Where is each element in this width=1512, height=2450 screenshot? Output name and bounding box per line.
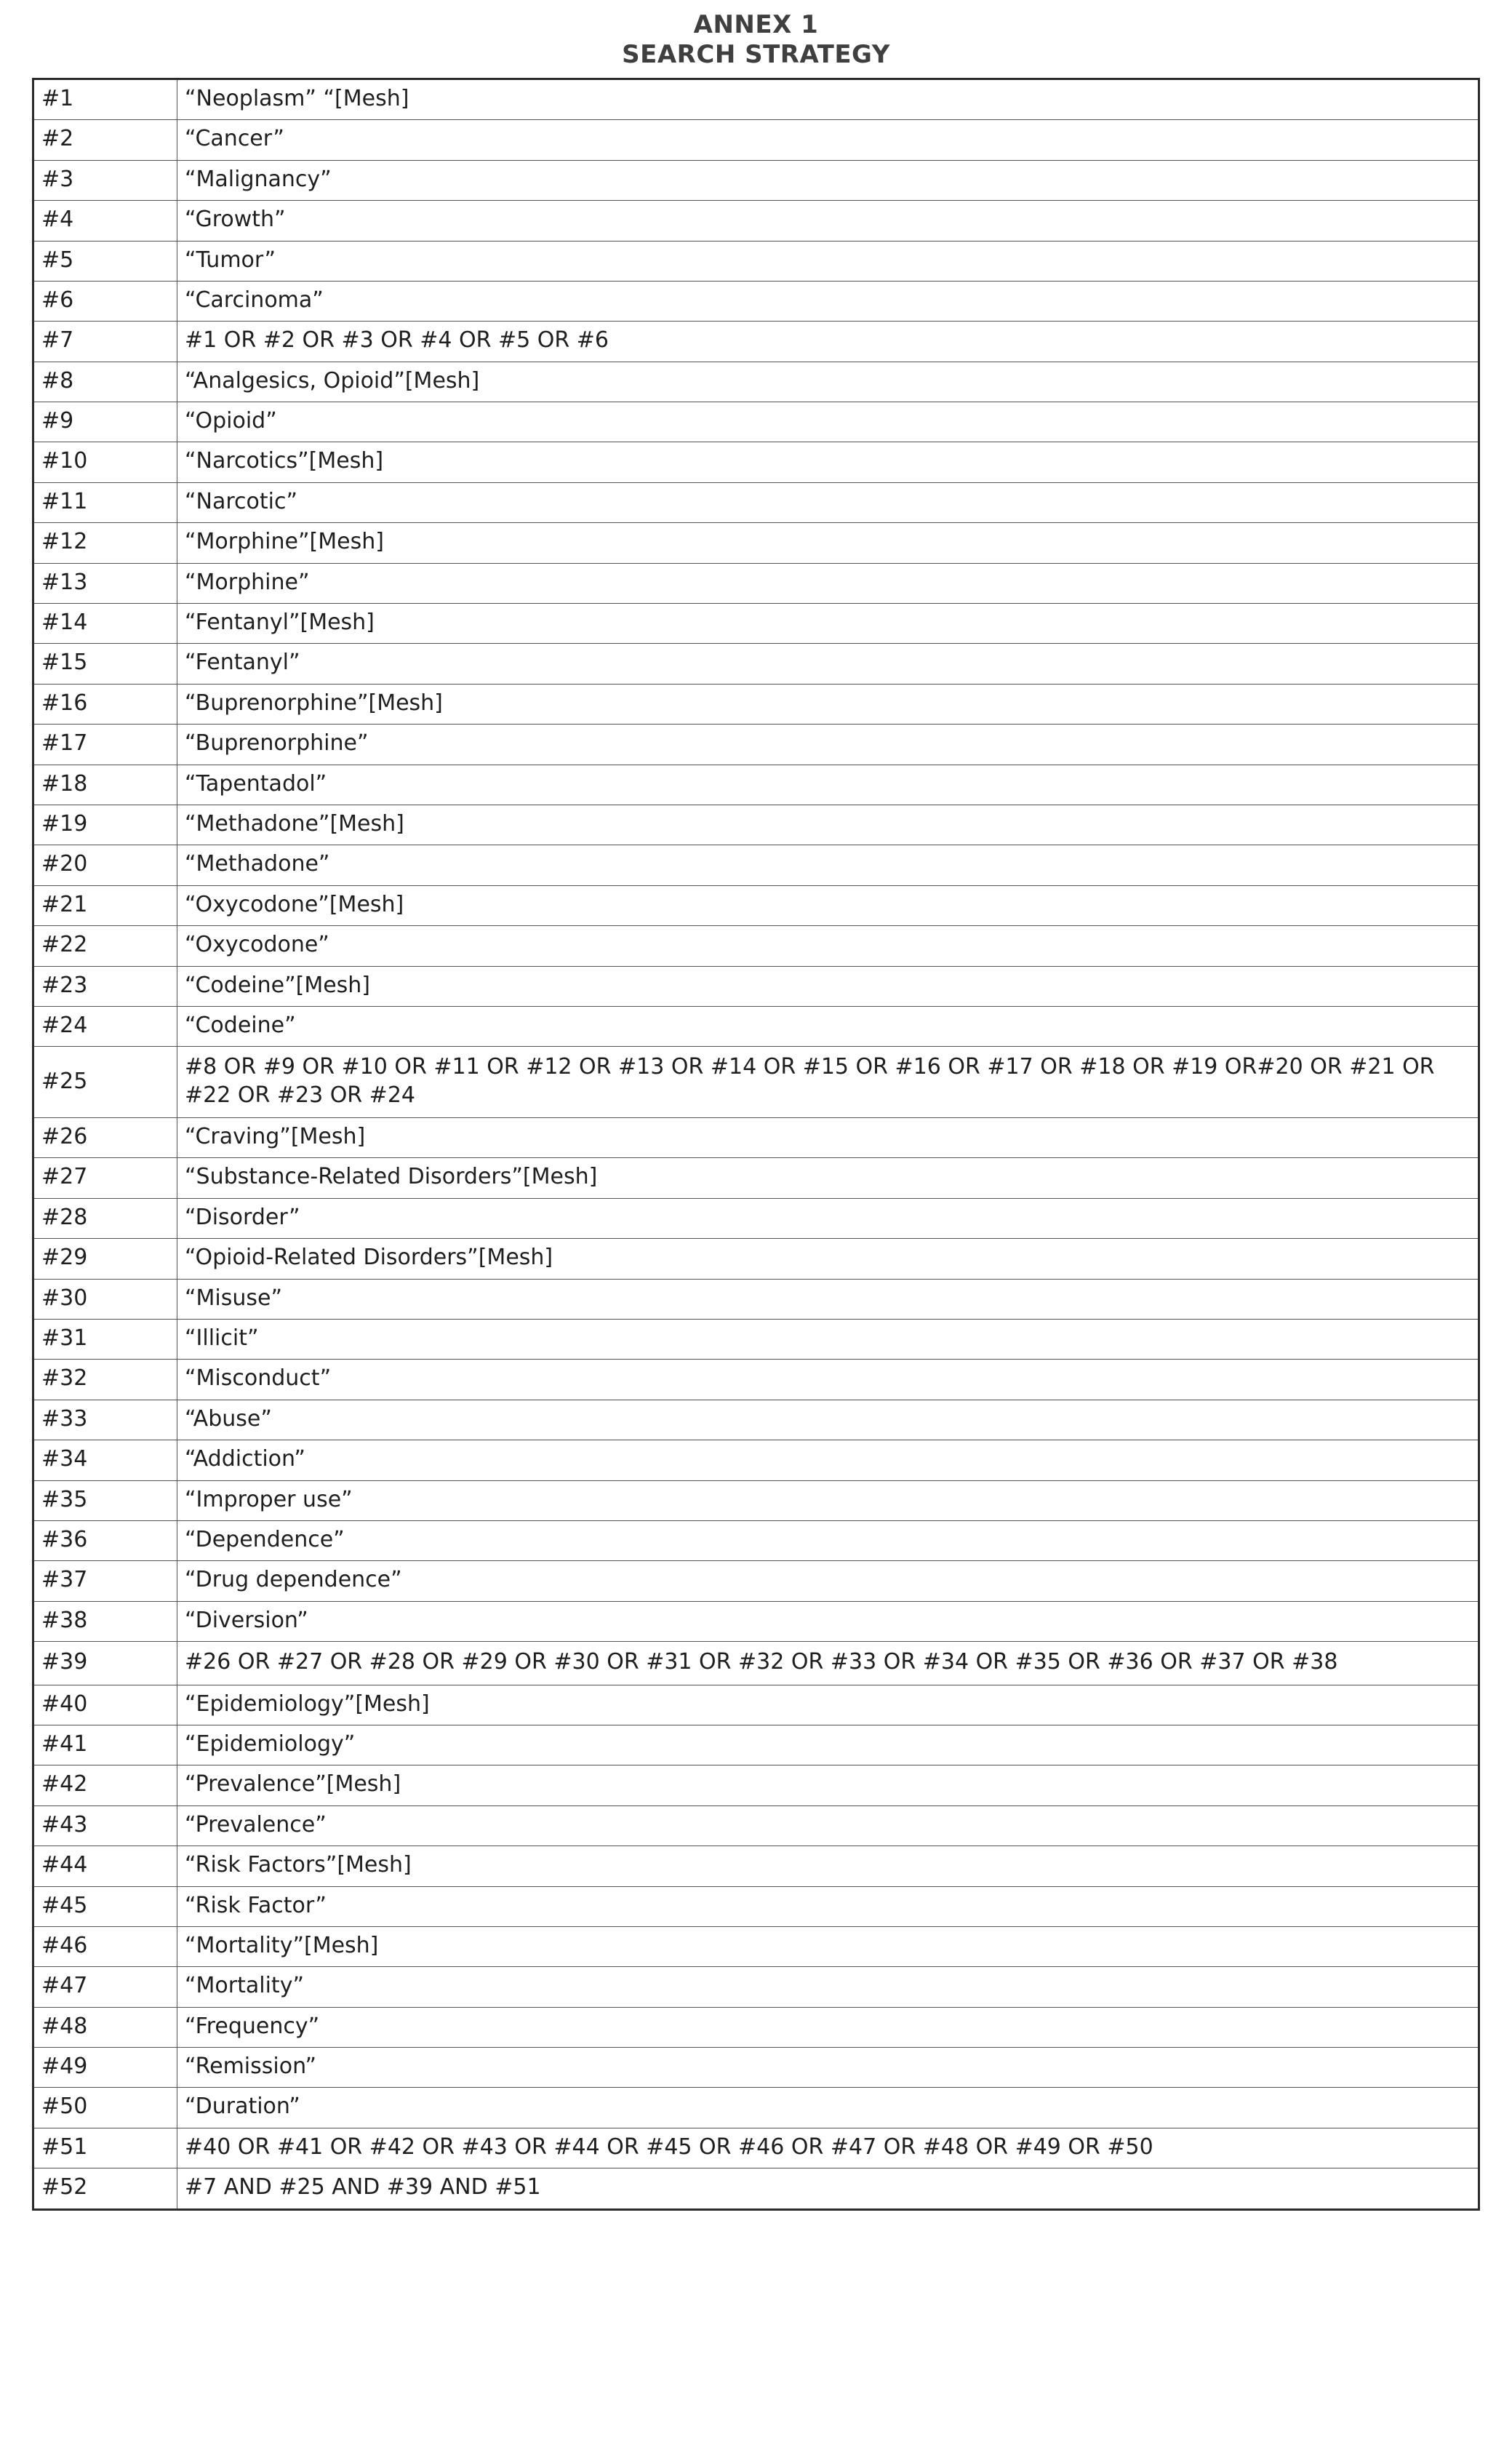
search-line-term: “Prevalence”[Mesh] [177, 1765, 1479, 1805]
search-line-term: “Abuse” [177, 1400, 1479, 1440]
search-line-id: #39 [33, 1642, 177, 1685]
table-row [33, 644, 1479, 684]
search-line-term: “Buprenorphine”[Mesh] [177, 684, 1479, 724]
search-line-term: “Oxycodone” [177, 926, 1479, 966]
table-row [33, 926, 1479, 966]
search-line-term: “Morphine” [177, 563, 1479, 603]
table-row [33, 805, 1479, 845]
page-subtitle: SEARCH STRATEGY [622, 40, 890, 70]
search-line-id: #41 [33, 1725, 177, 1765]
table-row [33, 1561, 1479, 1601]
search-line-id: #30 [33, 1279, 177, 1319]
table-row [33, 885, 1479, 925]
search-line-id: #23 [33, 966, 177, 1006]
search-strategy-table [32, 78, 1480, 2211]
table-row [33, 1118, 1479, 1158]
search-line-term: “Substance-Related Disorders”[Mesh] [177, 1158, 1479, 1198]
search-line-term: “Dependence” [177, 1521, 1479, 1561]
search-line-id: #16 [33, 684, 177, 724]
table-row [33, 1440, 1479, 1480]
search-line-id: #20 [33, 845, 177, 885]
search-line-term: “Craving”[Mesh] [177, 1118, 1479, 1158]
search-line-term: “Mortality” [177, 1967, 1479, 2007]
table-row [33, 160, 1479, 200]
search-line-id: #15 [33, 644, 177, 684]
search-line-id: #50 [33, 2088, 177, 2128]
table-row [33, 1158, 1479, 1198]
search-line-id: #43 [33, 1805, 177, 1846]
table-row [33, 604, 1479, 644]
search-line-term: #8 OR #9 OR #10 OR #11 OR #12 OR #13 OR #14 OR #15 OR #16 OR #17 OR #18 OR #19 OR#20 OR #21 OR #22 OR #23 OR #24 [177, 1047, 1479, 1118]
search-line-term: “Opioid” [177, 402, 1479, 442]
search-line-term: “Mortality”[Mesh] [177, 1926, 1479, 1966]
search-line-id: #9 [33, 402, 177, 442]
search-line-id: #45 [33, 1886, 177, 1926]
search-line-term: “Malignancy” [177, 160, 1479, 200]
table-row [33, 1642, 1479, 1685]
table-row [33, 120, 1479, 160]
table-row [33, 281, 1479, 321]
table-row [33, 2048, 1479, 2088]
search-line-term: “Carcinoma” [177, 281, 1479, 321]
search-line-id: #33 [33, 1400, 177, 1440]
search-line-term: #1 OR #2 OR #3 OR #4 OR #5 OR #6 [177, 322, 1479, 362]
table-row [33, 725, 1479, 765]
search-line-id: #25 [33, 1047, 177, 1118]
search-line-term: “Narcotics”[Mesh] [177, 442, 1479, 482]
search-line-id: #6 [33, 281, 177, 321]
search-line-id: #19 [33, 805, 177, 845]
search-line-term: “Codeine”[Mesh] [177, 966, 1479, 1006]
search-line-term: “Buprenorphine” [177, 725, 1479, 765]
search-line-id: #52 [33, 2168, 177, 2209]
search-line-id: #11 [33, 482, 177, 522]
table-row [33, 1198, 1479, 1238]
table-row [33, 241, 1479, 281]
search-line-id: #18 [33, 765, 177, 805]
search-line-id: #35 [33, 1480, 177, 1520]
search-line-term: #40 OR #41 OR #42 OR #43 OR #44 OR #45 OR #46 OR #47 OR #48 OR #49 OR #50 [177, 2128, 1479, 2168]
search-line-id: #8 [33, 362, 177, 402]
search-line-id: #4 [33, 201, 177, 241]
search-line-id: #3 [33, 160, 177, 200]
search-line-id: #36 [33, 1521, 177, 1561]
search-line-id: #49 [33, 2048, 177, 2088]
search-line-id: #37 [33, 1561, 177, 1601]
table-row [33, 1725, 1479, 1765]
search-line-id: #28 [33, 1198, 177, 1238]
table-row [33, 1480, 1479, 1520]
search-line-term: “Illicit” [177, 1320, 1479, 1360]
search-line-term: “Remission” [177, 2048, 1479, 2088]
table-row [33, 442, 1479, 482]
search-line-term: “Neoplasm” “[Mesh] [177, 79, 1479, 119]
search-line-term: “Codeine” [177, 1006, 1479, 1046]
search-line-id: #26 [33, 1118, 177, 1158]
search-line-term: “Oxycodone”[Mesh] [177, 885, 1479, 925]
search-line-term: “Epidemiology” [177, 1725, 1479, 1765]
table-row [33, 2168, 1479, 2209]
search-line-term: #26 OR #27 OR #28 OR #29 OR #30 OR #31 OR #32 OR #33 OR #34 OR #35 OR #36 OR #37 OR #38 [177, 1642, 1479, 1685]
table-row [33, 1601, 1479, 1641]
search-line-term: “Fentanyl” [177, 644, 1479, 684]
table-row [33, 563, 1479, 603]
search-line-id: #10 [33, 442, 177, 482]
table-row [33, 362, 1479, 402]
search-line-term: “Frequency” [177, 2007, 1479, 2047]
table-row [33, 1006, 1479, 1046]
search-line-id: #12 [33, 523, 177, 563]
table-row [33, 2128, 1479, 2168]
search-line-term: “Improper use” [177, 1480, 1479, 1520]
table-row [33, 765, 1479, 805]
search-line-term: “Cancer” [177, 120, 1479, 160]
search-line-term: “Fentanyl”[Mesh] [177, 604, 1479, 644]
table-row [33, 482, 1479, 522]
search-line-id: #27 [33, 1158, 177, 1198]
search-strategy-body [33, 79, 1479, 2209]
table-row [33, 79, 1479, 119]
table-row [33, 2007, 1479, 2047]
search-line-term: “Misconduct” [177, 1360, 1479, 1400]
search-line-id: #44 [33, 1846, 177, 1886]
search-line-id: #51 [33, 2128, 177, 2168]
table-row [33, 322, 1479, 362]
search-line-id: #21 [33, 885, 177, 925]
search-line-id: #40 [33, 1685, 177, 1725]
table-row [33, 1320, 1479, 1360]
search-line-term: “Opioid-Related Disorders”[Mesh] [177, 1239, 1479, 1279]
search-line-term: “Misuse” [177, 1279, 1479, 1319]
search-line-id: #42 [33, 1765, 177, 1805]
search-line-term: “Morphine”[Mesh] [177, 523, 1479, 563]
search-line-id: #22 [33, 926, 177, 966]
search-line-id: #17 [33, 725, 177, 765]
table-row [33, 1400, 1479, 1440]
search-line-term: “Methadone”[Mesh] [177, 805, 1479, 845]
search-line-term: “Epidemiology”[Mesh] [177, 1685, 1479, 1725]
search-line-id: #1 [33, 79, 177, 119]
table-row [33, 1239, 1479, 1279]
search-line-id: #32 [33, 1360, 177, 1400]
table-row [33, 1521, 1479, 1561]
search-line-term: “Duration” [177, 2088, 1479, 2128]
table-row [33, 201, 1479, 241]
table-row [33, 2088, 1479, 2128]
search-line-term: “Addiction” [177, 1440, 1479, 1480]
search-line-term: “Tumor” [177, 241, 1479, 281]
search-line-id: #34 [33, 1440, 177, 1480]
table-row [33, 1926, 1479, 1966]
table-row [33, 1765, 1479, 1805]
search-line-term: “Disorder” [177, 1198, 1479, 1238]
table-row [33, 684, 1479, 724]
table-row [33, 966, 1479, 1006]
search-line-term: “Analgesics, Opioid”[Mesh] [177, 362, 1479, 402]
page-title: ANNEX 1 [693, 10, 819, 39]
search-line-term: “Risk Factor” [177, 1886, 1479, 1926]
search-line-id: #24 [33, 1006, 177, 1046]
search-line-term: “Prevalence” [177, 1805, 1479, 1846]
table-row [33, 523, 1479, 563]
search-line-id: #5 [33, 241, 177, 281]
table-row [33, 1967, 1479, 2007]
search-line-id: #13 [33, 563, 177, 603]
search-line-id: #46 [33, 1926, 177, 1966]
table-row [33, 1805, 1479, 1846]
search-line-id: #47 [33, 1967, 177, 2007]
search-line-term: “Narcotic” [177, 482, 1479, 522]
search-line-id: #7 [33, 322, 177, 362]
search-line-term: “Tapentadol” [177, 765, 1479, 805]
search-line-id: #38 [33, 1601, 177, 1641]
table-row [33, 1846, 1479, 1886]
search-line-id: #29 [33, 1239, 177, 1279]
table-row [33, 402, 1479, 442]
search-line-id: #14 [33, 604, 177, 644]
table-row [33, 1047, 1479, 1118]
table-row [33, 1279, 1479, 1319]
table-row [33, 1360, 1479, 1400]
search-line-id: #31 [33, 1320, 177, 1360]
search-line-term: #7 AND #25 AND #39 AND #51 [177, 2168, 1479, 2209]
search-line-term: “Diversion” [177, 1601, 1479, 1641]
search-line-id: #48 [33, 2007, 177, 2047]
search-line-term: “Drug dependence” [177, 1561, 1479, 1601]
search-line-term: “Growth” [177, 201, 1479, 241]
search-line-term: “Methadone” [177, 845, 1479, 885]
table-row [33, 1886, 1479, 1926]
table-row [33, 845, 1479, 885]
search-line-term: “Risk Factors”[Mesh] [177, 1846, 1479, 1886]
table-row [33, 1685, 1479, 1725]
search-line-id: #2 [33, 120, 177, 160]
